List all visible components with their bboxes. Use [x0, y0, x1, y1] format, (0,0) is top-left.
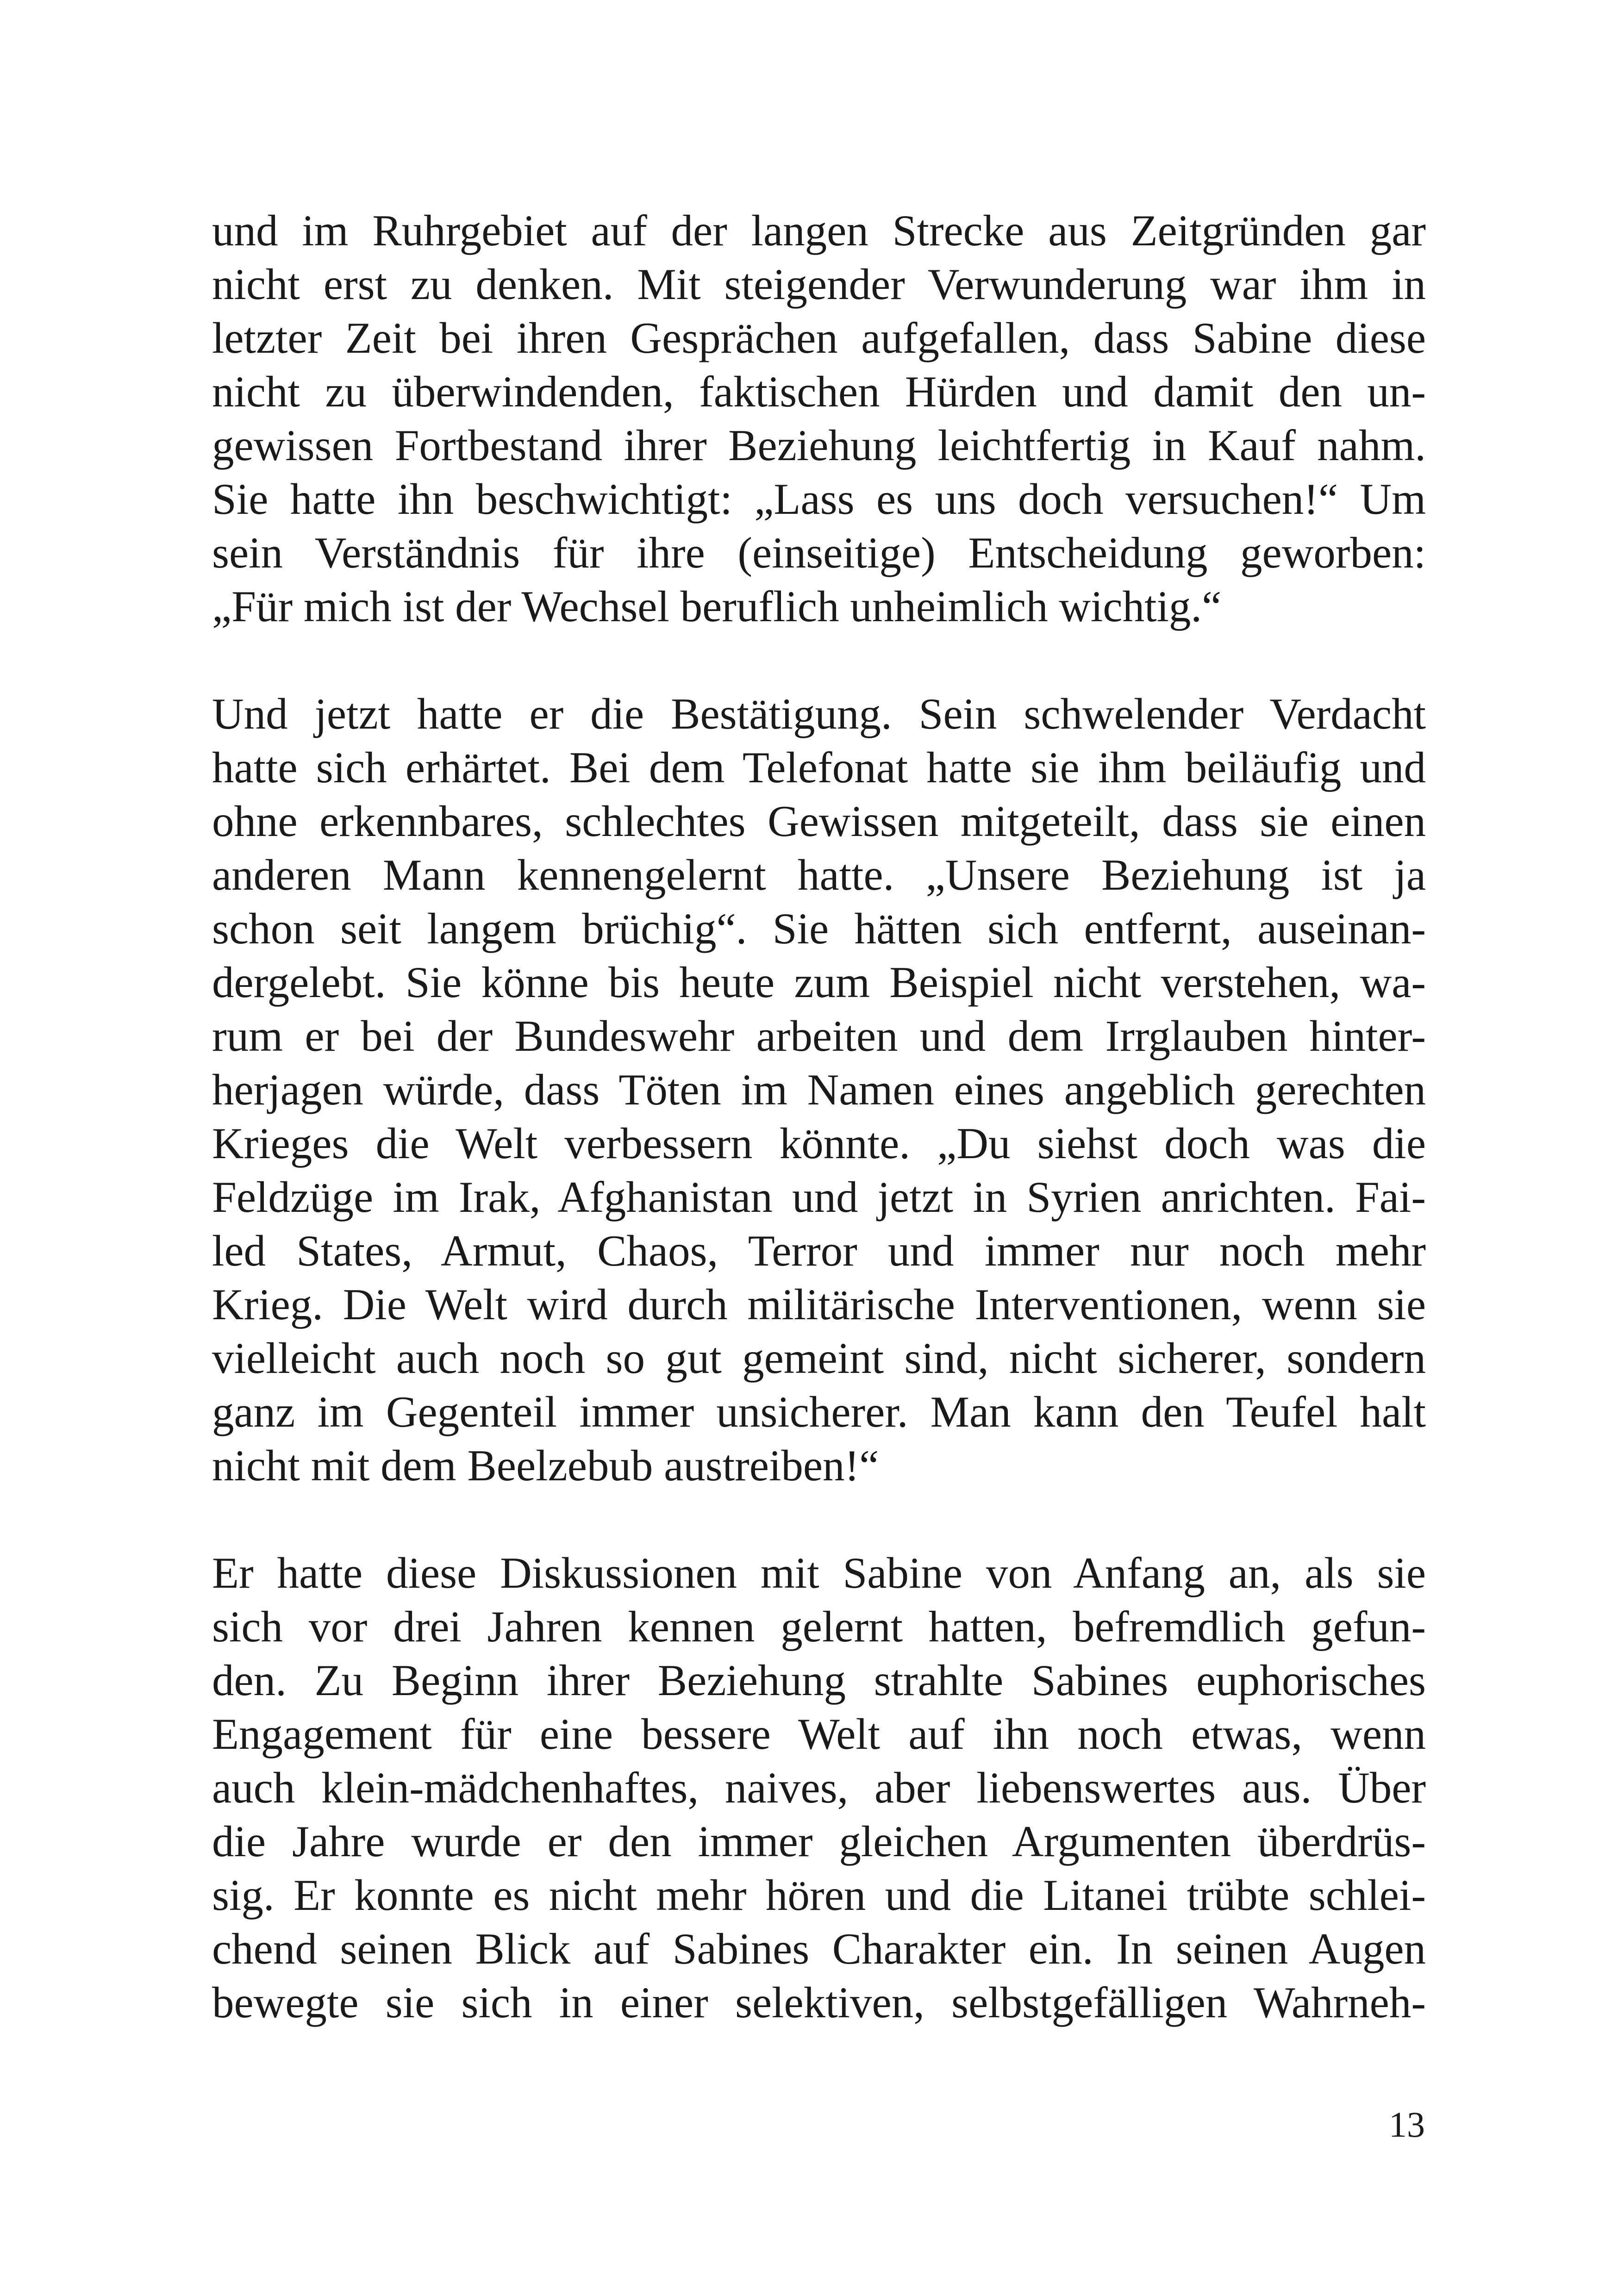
text-line: Er hatte diese Diskussionen mit Sabine von Anfang an, als sie	[212, 1548, 1426, 1597]
text-line: gewissen Fortbestand ihrer Beziehung leichtfertig in Kauf nahm.	[212, 421, 1426, 470]
paragraph-gap	[212, 1492, 1426, 1546]
text-line: und im Ruhrgebiet auf der langen Strecke aus Zeitgründen gar	[212, 206, 1426, 255]
text-line: rum er bei der Bundeswehr arbeiten und dem Irrglauben hinter-	[212, 1011, 1426, 1060]
text-line: Sie hatte ihn beschwichtigt: „Lass es uns doch versuchen!“ Um	[212, 474, 1426, 524]
page-number: 13	[1389, 2104, 1425, 2145]
paragraph-3	[212, 1546, 1426, 2029]
text-line: anderen Mann kennengelernt hatte. „Unsere Beziehung ist ja	[212, 850, 1426, 899]
text-line: letzter Zeit bei ihren Gesprächen aufgefallen, dass Sabine diese	[212, 313, 1426, 362]
text-line: nicht mit dem Beelzebub austreiben!“	[212, 1441, 879, 1490]
text-line: sich vor drei Jahren kennen gelernt hatten, befremdlich gefun-	[212, 1602, 1426, 1651]
text-line: Feldzüge im Irak, Afghanistan und jetzt in Syrien anrichten. Fai-	[212, 1172, 1426, 1222]
paragraph-gap	[212, 633, 1426, 687]
text-line: led States, Armut, Chaos, Terror und immer nur noch mehr	[212, 1226, 1426, 1275]
text-line: sein Verständnis für ihre (einseitige) Entscheidung geworben:	[212, 528, 1426, 577]
paragraph-1	[212, 204, 1426, 633]
text-line: bewegte sie sich in einer selektiven, selbstgefälligen Wahrneh-	[212, 1978, 1426, 2027]
text-line: nicht erst zu denken. Mit steigender Verwunderung war ihm in	[212, 260, 1426, 309]
text-line: chend seinen Blick auf Sabines Charakter ein. In seinen Augen	[212, 1924, 1426, 1973]
text-line: die Jahre wurde er den immer gleichen Argumenten überdrüs-	[212, 1817, 1426, 1866]
text-line: herjagen würde, dass Töten im Namen eines angeblich gerechten	[212, 1065, 1426, 1114]
text-line: schon seit langem brüchig“. Sie hätten sich entfernt, auseinan-	[212, 904, 1426, 953]
text-line: den. Zu Beginn ihrer Beziehung strahlte Sabines euphorisches	[212, 1656, 1426, 1705]
text-line: ganz im Gegenteil immer unsicherer. Man kann den Teufel halt	[212, 1387, 1426, 1436]
text-line: Und jetzt hatte er die Bestätigung. Sein schwelender Verdacht	[212, 689, 1426, 738]
text-line: vielleicht auch noch so gut gemeint sind, nicht sicherer, sondern	[212, 1334, 1426, 1383]
text-line: sig. Er konnte es nicht mehr hören und die Litanei trübte schlei-	[212, 1871, 1426, 1920]
text-line: dergelebt. Sie könne bis heute zum Beispiel nicht verstehen, wa-	[212, 958, 1426, 1007]
text-line: hatte sich erhärtet. Bei dem Telefonat hatte sie ihm beiläufig und	[212, 743, 1426, 792]
paragraph-2	[212, 687, 1426, 1492]
text-line: ohne erkennbares, schlechtes Gewissen mitgeteilt, dass sie einen	[212, 797, 1426, 846]
text-line: Krieges die Welt verbessern könnte. „Du siehst doch was die	[212, 1119, 1426, 1168]
body-text	[212, 204, 1426, 2029]
text-line: auch klein-mädchenhaftes, naives, aber liebenswertes aus. Über	[212, 1763, 1426, 1812]
text-line: nicht zu überwindenden, faktischen Hürden und damit den un-	[212, 367, 1426, 416]
text-line: Engagement für eine bessere Welt auf ihn noch etwas, wenn	[212, 1709, 1426, 1759]
text-line: Krieg. Die Welt wird durch militärische Interventionen, wenn sie	[212, 1280, 1426, 1329]
text-line: „Für mich ist der Wechsel beruflich unheimlich wichtig.“	[212, 582, 1222, 631]
